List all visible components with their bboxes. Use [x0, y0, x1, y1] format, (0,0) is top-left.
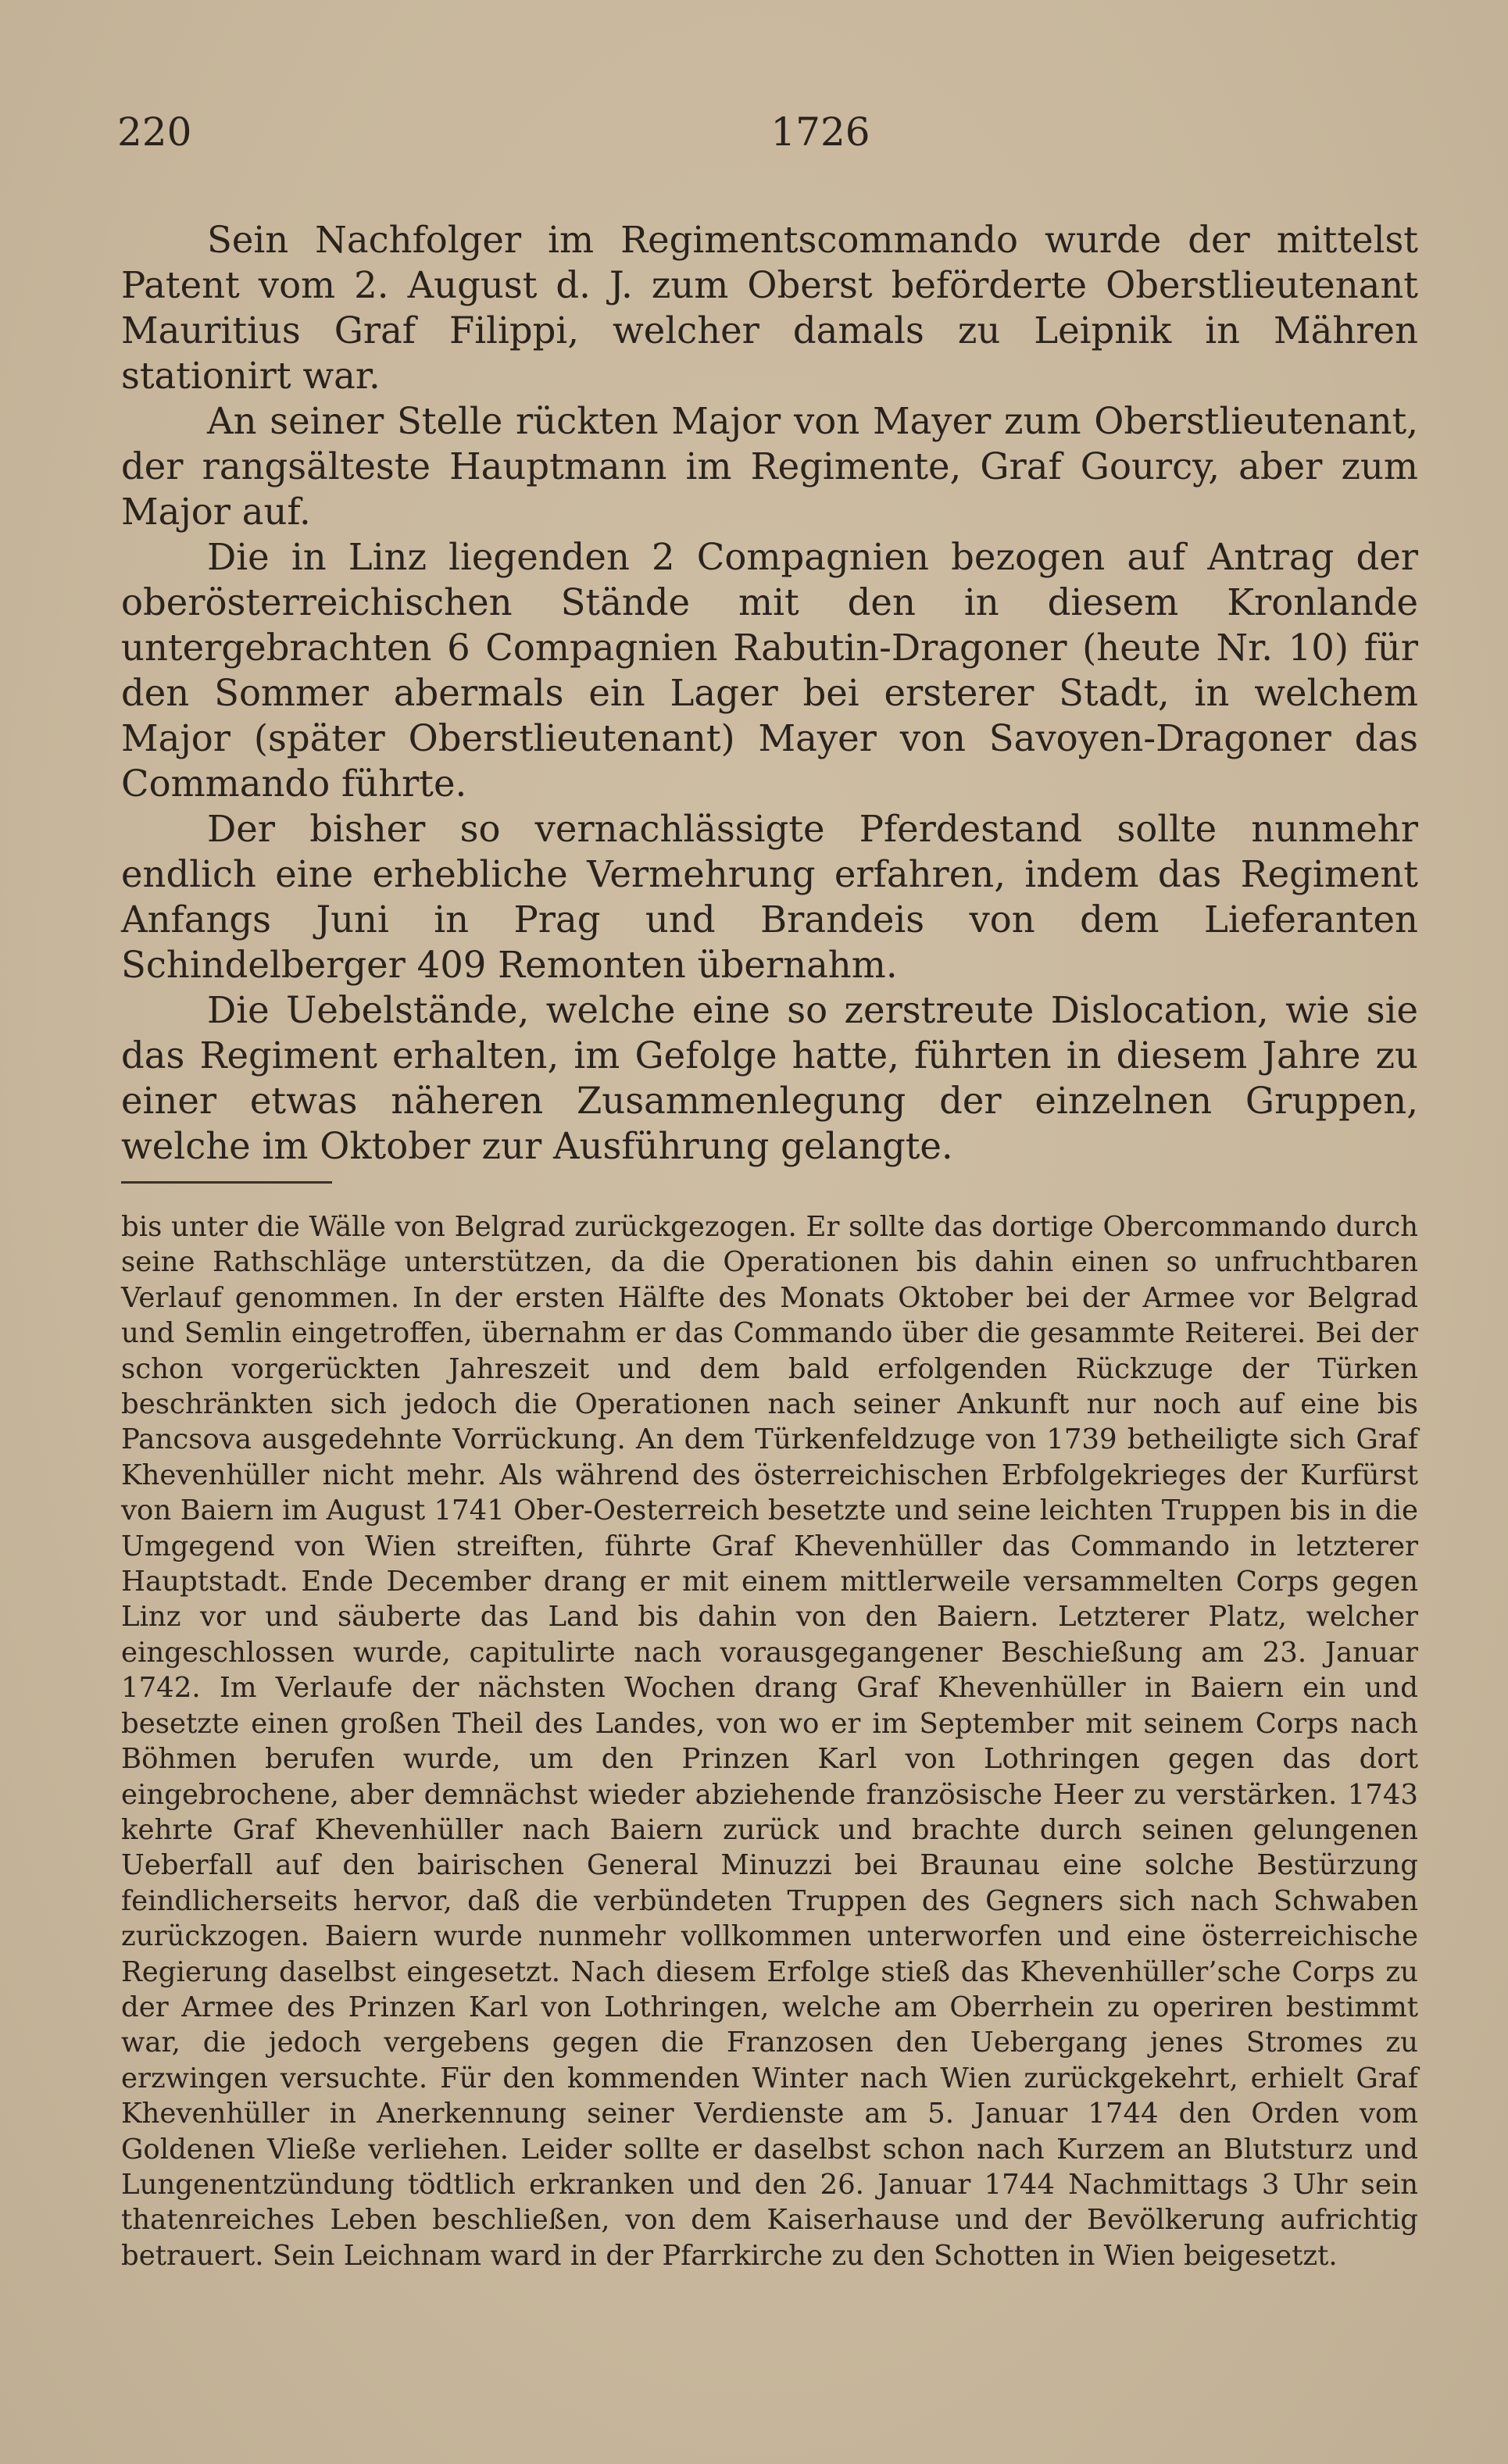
running-head-year: 1726	[770, 109, 870, 155]
main-text	[121, 217, 1418, 1169]
footnote	[121, 1209, 1418, 2273]
footnote-divider	[121, 1181, 332, 1184]
paragraph: An seiner Stelle rückten Major von Mayer zum Oberstlieutenant, der rangsälteste Hauptmann im Regimente, Graf Gourcy, aber zum Major auf.	[121, 400, 1418, 533]
footnote-text: bis unter die Wälle von Belgrad zurückgezogen. Er sollte das dortige Obercommando durch seine Rathschläge unterstützen, da die Operationen bis dahin einen so unfruchtbaren Verlauf genommen. In der ersten Hälfte des Monats Oktober bei der Armee vor Belgrad und Semlin eingetroffen, übernahm er das Commando über die gesammte Reiterei. Bei der schon vorgerückten Jahreszeit und dem bald erfolgenden Rückzuge der Türken beschränkten sich jedoch die Operationen nach seiner Ankunft nur noch auf eine bis Pancsova ausgedehnte Vorrückung. An dem Türkenfeldzuge von 1739 betheiligte sich Graf Khevenhüller nicht mehr. Als während des österreichischen Erbfolgekrieges der Kurfürst von Baiern im August 1741 Ober-Oesterreich besetzte und seine leichten Truppen bis in die Umgegend von Wien streiften, führte Graf Khevenhüller das Commando in letzterer Hauptstadt. Ende December drang er mit einem mittlerweile versammelten Corps gegen Linz vor und säuberte das Land bis dahin von den Baiern. Letzterer Platz, welcher eingeschlossen wurde, capitulirte nach vorausgegangener Beschießung am 23. Januar 1742. Im Verlaufe der nächsten Wochen drang Graf Khevenhüller in Baiern ein und besetzte einen großen Theil des Landes, von wo er im September mit seinem Corps nach Böhmen berufen wurde, um den Prinzen Karl von Lothringen gegen das dort eingebrochene, aber demnächst wieder abziehende französische Heer zu verstärken. 1743 kehrte Graf Khevenhüller nach Baiern zurück und brachte durch seinen gelungenen Ueberfall auf den bairischen General Minuzzi bei Braunau eine solche Bestürzung feindlicherseits hervor, daß die verbündeten Truppen des Gegners sich nach Schwaben zurückzogen. Baiern wurde nunmehr vollkommen unterworfen und eine österreichische Regierung daselbst eingesetzt. Nach diesem Erfolge stieß das Khevenhüller’sche Corps zu der Armee des Prinzen Karl von Lothringen, welche am Oberrhein zu operiren bestimmt war, die jedoch vergebens gegen die Franzosen den Uebergang jenes Stromes zu erzwingen versuchte. Für den kommenden Winter nach Wien zurückgekehrt, erhielt Graf Khevenhüller in Anerkennung seiner Verdienste am 5. Januar 1744 den Orden vom Goldenen Vließe verliehen. Leider sollte er daselbst schon nach Kurzem an Blutsturz und Lungenentzündung tödtlich erkranken und den 26. Januar 1744 Nachmittags 3 Uhr sein thatenreiches Leben beschließen, von dem Kaiserhause und der Bevölkerung aufrichtig betrauert. Sein Leichnam ward in der Pfarrkirche zu den Schotten in Wien beigesetzt.	[121, 1211, 1418, 2272]
paragraph: Sein Nachfolger im Regimentscommando wurde der mittelst Patent vom 2. August d. J. zum Oberst beförderte Oberstlieutenant Mauritius Graf Filippi, welcher damals zu Leipnik in Mähren stationirt war.	[121, 219, 1418, 397]
paragraph: Der bisher so vernachlässigte Pferdestand sollte nunmehr endlich eine erhebliche Vermehrung erfahren, indem das Regiment Anfangs Juni in Prag und Brandeis von dem Lieferanten Schindelberger 409 Remonten übernahm.	[121, 808, 1418, 986]
page-header	[117, 109, 1414, 164]
paragraph: Die in Linz liegenden 2 Compagnien bezogen auf Antrag der oberösterreichischen Stände mit den in diesem Kronlande untergebrachten 6 Compagnien Rabutin-Dragoner (heute Nr. 10) für den Sommer abermals ein Lager bei ersterer Stadt, in welchem Major (später Oberstlieutenant) Mayer von Savoyen-Dragoner das Commando führte.	[121, 536, 1418, 805]
page-number: 220	[117, 109, 192, 155]
paragraph: Die Uebelstände, welche eine so zerstreute Dislocation, wie sie das Regiment erhalten, im Gefolge hatte, führten in diesem Jahre zu einer etwas näheren Zusammenlegung der einzelnen Gruppen, welche im Oktober zur Ausführung gelangte.	[121, 989, 1418, 1167]
